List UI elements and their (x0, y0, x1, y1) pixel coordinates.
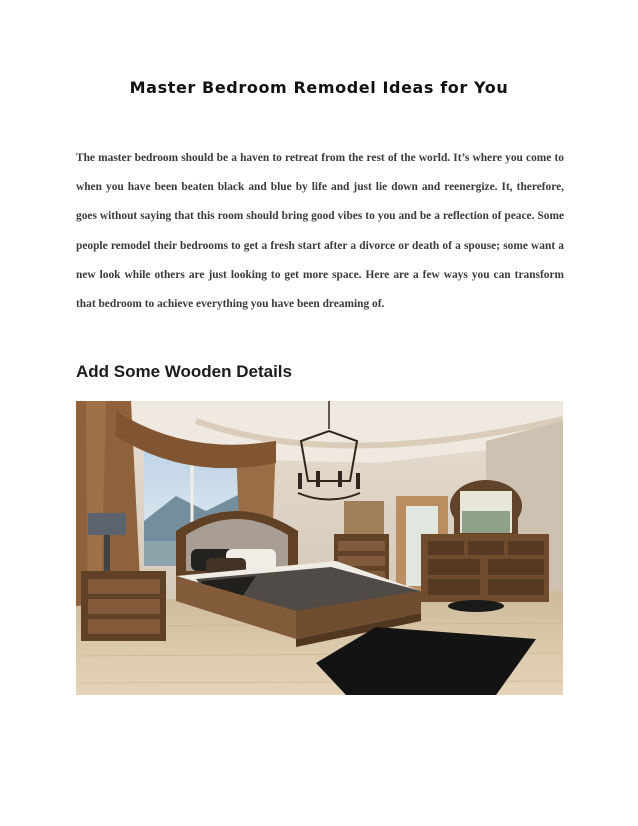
section-heading: Add Some Wooden Details (76, 362, 292, 381)
bedroom-photo (76, 401, 563, 695)
document-title: Master Bedroom Remodel Ideas for You (129, 78, 509, 97)
intro-paragraph: The master bedroom should be a haven to retreat from the rest of the world. It’s where you come to when you have been beaten black and blue by life and just lie down and reenergize. It, therefore, goes without saying that this room should bring good vibes to you and be a reflection of peace. Some people remodel their bedrooms to get a fresh start after a divorce or death of a spouse; some want a new look while others are just looking to get more space. Here are a few ways you can transform that bedroom to achieve everything you have been dreaming of. (76, 152, 564, 311)
